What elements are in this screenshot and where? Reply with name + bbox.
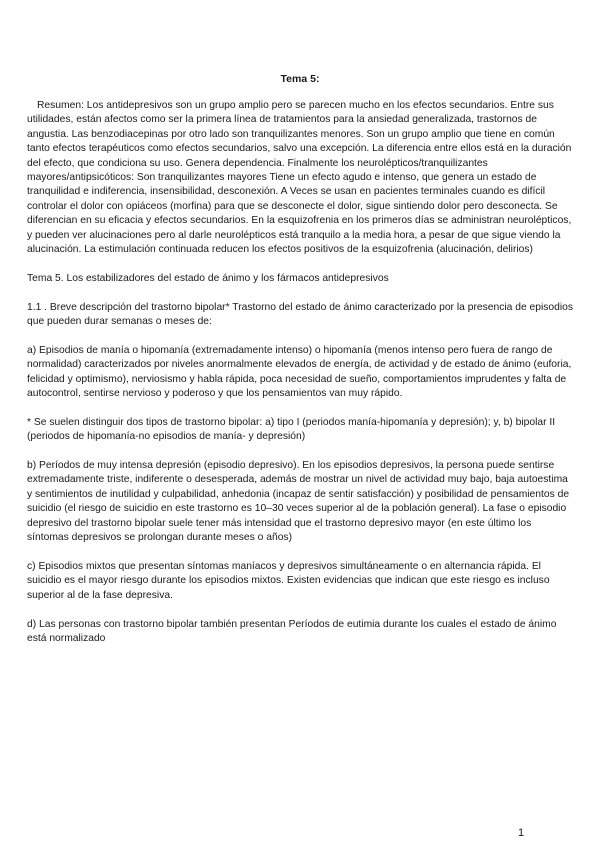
section-heading: Tema 5. Los estabilizadores del estado de ánimo y los fármacos antidepresivos	[27, 272, 389, 284]
page-title: Tema 5:	[280, 73, 320, 85]
document-body	[27, 99, 575, 661]
euthymia-paragraph: d) Las personas con trastorno bipolar también presentan Períodos de eutimia durante los cuales el estado de ánimo está normalizado	[27, 618, 557, 644]
mixed-episodes-paragraph: c) Episodios mixtos que presentan síntomas maníacos y depresivos simultáneamente o en alternancia rápida. El suicidio es el mayor riesgo durante los episodios mixtos. Existen evidencias que indican que este riesgo es incluso superior al de la fase depresiva.	[27, 560, 550, 601]
depression-episodes-paragraph: b) Períodos de muy intensa depresión (episodio depresivo). En los episodios depresivos, la persona puede sentirse extremadamente triste, indiferente o desesperada, además de mostrar un nivel de actividad muy bajo, baja autoestima y sentimientos de inutilidad y culpabilidad, anhedonia (incapaz de sentir satisfacción) y posibilidad de pensamientos de suicidio (el riesgo de suicidio en este trastorno es 10–30 veces superior al de la población general). La fase o episodio depresivo del trastorno bipolar suele tener más intensidad que el trastorno depresivo mayor (en este último los síntomas depresivos se prolongan durante meses o años)	[27, 460, 570, 544]
bipolar-description-paragraph: 1.1 . Breve descripción del trastorno bipolar* Trastorno del estado de ánimo caracterizado por la presencia de episodios que pueden durar semanas o meses de:	[27, 301, 574, 328]
summary-paragraph: Resumen: Los antidepresivos son un grupo amplio pero se parecen mucho en los efectos secundarios. Entre sus utilidades, están afectos como ser la primera línea de tratamientos para la ansiedad generalizada, trastornos de angustia. Las benzodiacepinas por otro lado son tranquilizantes menores. Son un grupo amplio que tiene en común tanto efectos terapéuticos como efectos secundarios, salvo una excepción. La diferencia entre ellos está en la duración del efecto, que condiciona su uso. Genera dependencia. Finalmente los neurolépticos/tranquilizantes mayores/antipsicóticos: Son tranquilizantes mayores Tiene un efecto agudo e intenso, que genera un estado de tranquilidad e indiferencia, insensibilidad, desconexión. A Veces se usan en pacientes terminales cuando es difícil controlar el dolor con opiáceos (morfina) para que se desconecte el dolor, sigue sintiendo dolor pero desconecta. Se diferencian en su eficacia y efectos secundarios. En la esquizofrenia en los primeros días se administran neurolépticos, y pueden ver alucinaciones pero al darle neurolépticos está tranquilo a la media hora, a pesar de que sigue viendo la alucinación. La estimulación continuada reducen los efectos positivos de la esquizofrenia (alucinación, delirios)	[27, 100, 572, 256]
bipolar-types-note: * Se suelen distinguir dos tipos de trastorno bipolar: a) tipo I (periodos manía-hipomanía y depresión); y, b) bipolar II (periodos de hipomanía-no episodios de manía- y depresión)	[27, 416, 556, 443]
mania-episodes-paragraph: a) Episodios de manía o hipomanía (extremadamente intenso) o hipomanía (menos intenso pero fuera de rango de normalidad) caracterizados por niveles anormalmente elevados de energía, de actividad y de estado de ánimo (euforia, felicidad y optimismo), nerviosismo y habla rápida, poca necesidad de sueño, comportamientos imprudentes y falta de autocontrol, sentirse nervioso y poderoso y que los pensamientos van muy rápido.	[27, 344, 572, 400]
page-number: 1	[518, 827, 525, 839]
